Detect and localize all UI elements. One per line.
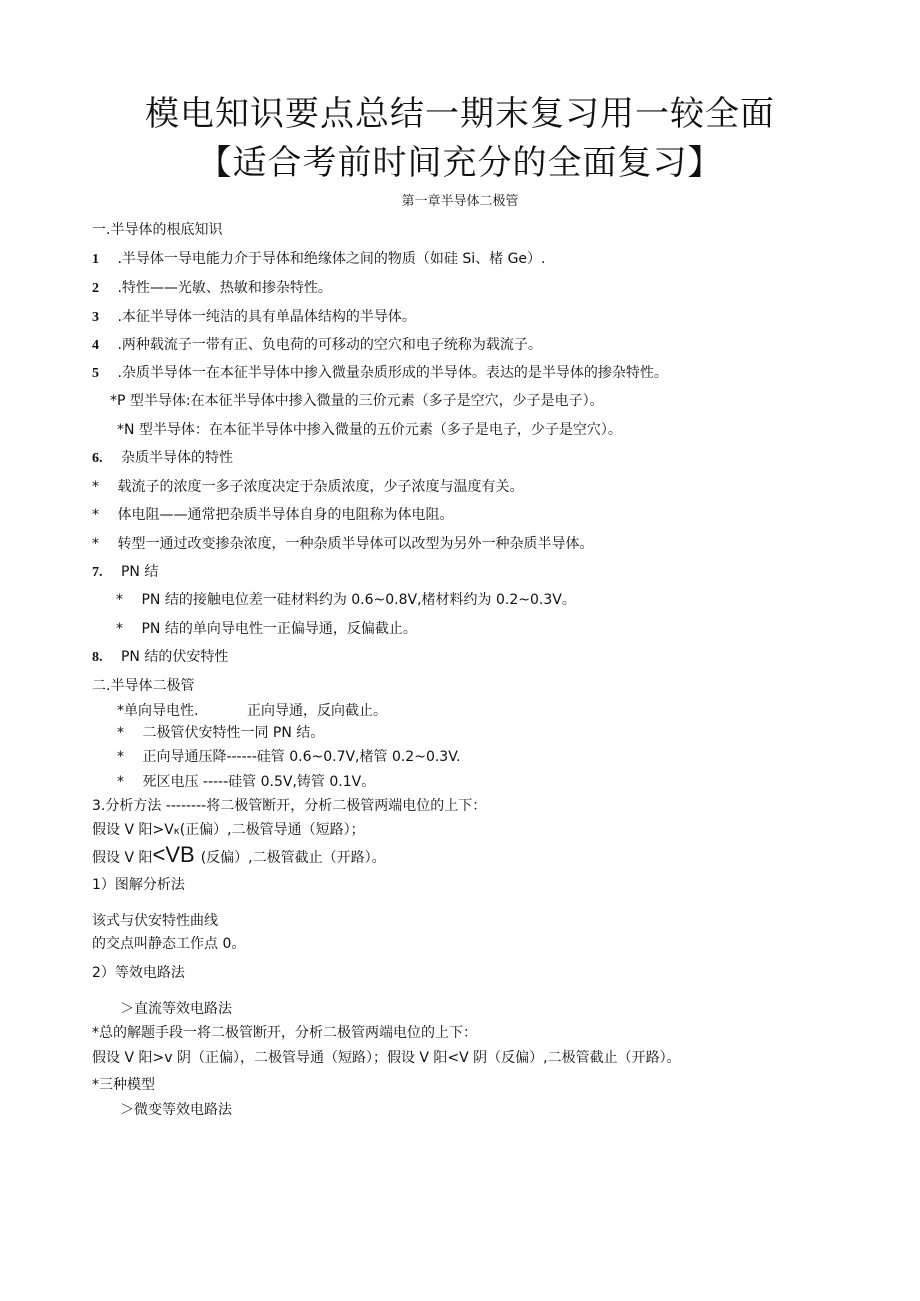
assume-forward-pre: 假设 V 阳>V xyxy=(92,822,174,838)
item-text: .特性——光敏、热敏和掺杂特性。 xyxy=(117,280,332,296)
bullet-item xyxy=(117,774,375,791)
bullet-text: PN 结的接触电位差一硅材料约为 0.6~0.8V,楮材料约为 0.2~0.3V。 xyxy=(141,592,576,608)
section2-heading: 二.半导体二极管 xyxy=(92,678,195,694)
bullet-item xyxy=(92,479,523,496)
unidirectional-value: 正向导通，反向截止。 xyxy=(247,703,387,719)
list-item xyxy=(92,450,233,468)
graph-line1: 该式与伏安特性曲线 xyxy=(92,913,218,929)
item-number: 6. xyxy=(92,451,103,466)
list-item xyxy=(92,309,416,327)
item-text: .两种载流子一带有正、负电荷的可移动的空穴和电子统称为载流子。 xyxy=(117,337,542,353)
bullet-star: * xyxy=(117,774,124,790)
bullet-star: * xyxy=(117,749,124,765)
item-number: 3 xyxy=(92,310,99,325)
bullet-item xyxy=(116,621,417,638)
item-number: 8. xyxy=(92,650,103,665)
assume-reverse-big: <VB xyxy=(152,842,195,867)
assume-forward-post: (正偏）,二极管导通（短路）； xyxy=(179,822,365,838)
item-number: 2 xyxy=(92,281,99,296)
bullet-star: * xyxy=(116,621,123,637)
list-item xyxy=(92,280,332,298)
list-item xyxy=(92,365,668,383)
assume-forward xyxy=(92,822,365,839)
list-item xyxy=(92,251,546,269)
three-models: *三种模型 xyxy=(92,1077,155,1093)
bullet-item xyxy=(92,536,593,553)
small-signal-equiv: ＞微变等效电路法 xyxy=(120,1102,232,1118)
assume-reverse xyxy=(92,842,386,868)
analysis-method: 3.分析方法 --------将二极管断开，分析二极管两端电位的上下： xyxy=(92,798,487,814)
bullet-star: * xyxy=(92,479,99,495)
item-number: 7. xyxy=(92,565,103,580)
bullet-text: 载流子的浓度一多子浓度决定于杂质浓度，少子浓度与温度有关。 xyxy=(117,479,524,495)
bullet-star: * xyxy=(92,507,99,523)
item-number: 1 xyxy=(92,252,99,267)
bullet-star: * xyxy=(92,536,99,552)
item-text: 杂质半导体的特性 xyxy=(120,450,233,466)
bullet-text: 二极管伏安特性一同 PN 结。 xyxy=(142,725,325,741)
item-text: PN 结 xyxy=(120,564,159,580)
assume-reverse-post: (反偏）,二极管截止（开路）。 xyxy=(200,850,386,866)
item-text: .本征半导体一纯洁的具有单晶体结构的半导体。 xyxy=(117,309,416,325)
assume-forward-sub: κ xyxy=(173,826,180,837)
list-item xyxy=(92,649,228,667)
list-item xyxy=(92,337,542,355)
unidirectional-label: *单向导电性. xyxy=(117,703,199,719)
bullet-item xyxy=(117,749,460,766)
bullet-text: PN 结的单向导电性一正偏导通，反偏截止。 xyxy=(141,621,417,637)
p-type-note: *P 型半导体:在本征半导体中掺入微量的三价元素（多子是空穴，少子是电子）。 xyxy=(110,393,604,409)
dc-equiv: ＞直流等效电路法 xyxy=(120,1001,232,1017)
bullet-text: 体电阻——通常把杂质半导体自身的电阻称为体电阻。 xyxy=(117,507,454,523)
section1-heading: 一.半导体的根底知识 xyxy=(92,222,223,238)
n-type-note: *N 型半导体：在本征半导体中掺入微量的五价元素（多子是电子，少子是空穴）。 xyxy=(117,422,622,438)
bullet-item xyxy=(92,507,453,524)
item-number: 5 xyxy=(92,366,99,381)
list-item xyxy=(92,564,158,582)
item-text: .半导体一导电能力介于导体和绝缘体之间的物质（如硅 Si、楮 Ge）. xyxy=(117,251,546,267)
bullet-text: 死区电压 -----硅管 0.5V,铸管 0.1V。 xyxy=(142,774,376,790)
bullet-text: 转型一通过改变掺杂浓度，一种杂质半导体可以改型为另外一种杂质半导体。 xyxy=(117,536,594,552)
bullet-item xyxy=(116,592,576,609)
item-number: 4 xyxy=(92,338,99,353)
bullet-text: 正向导通压降------硅管 0.6~0.7V,楮管 0.2~0.3V. xyxy=(142,749,461,765)
general-method: *总的解题手段一将二极管断开，分析二极管两端电位的上下： xyxy=(92,1025,477,1041)
bullet-star: * xyxy=(117,725,124,741)
equiv-method: 2）等效电路法 xyxy=(92,965,185,981)
unidirectional-line xyxy=(117,703,387,720)
graph-line2: 的交点叫静态工作点 0。 xyxy=(92,936,246,952)
general-assume: 假设 V 阳>v 阴（正偏），二极管导通（短路）；假设 V 阳<V 阴（反偏）,二极管截止（开路）。 xyxy=(92,1050,681,1066)
item-text: .杂质半导体一在本征半导体中掺入微量杂质形成的半导体。表达的是半导体的掺杂特性。 xyxy=(117,365,668,381)
bullet-star: * xyxy=(116,592,123,608)
assume-reverse-pre: 假设 V 阳 xyxy=(92,850,153,866)
document-title-line1: 模电知识要点总结一期末复习用一较全面 xyxy=(145,94,775,134)
chapter-title: 第一章半导体二极管 xyxy=(401,194,519,209)
graph-method: 1）图解分析法 xyxy=(92,877,185,893)
bullet-item xyxy=(117,725,324,742)
document-title-line2: 【适合考前时间充分的全面复习】 xyxy=(197,143,723,183)
item-text: PN 结的伏安特性 xyxy=(120,649,229,665)
